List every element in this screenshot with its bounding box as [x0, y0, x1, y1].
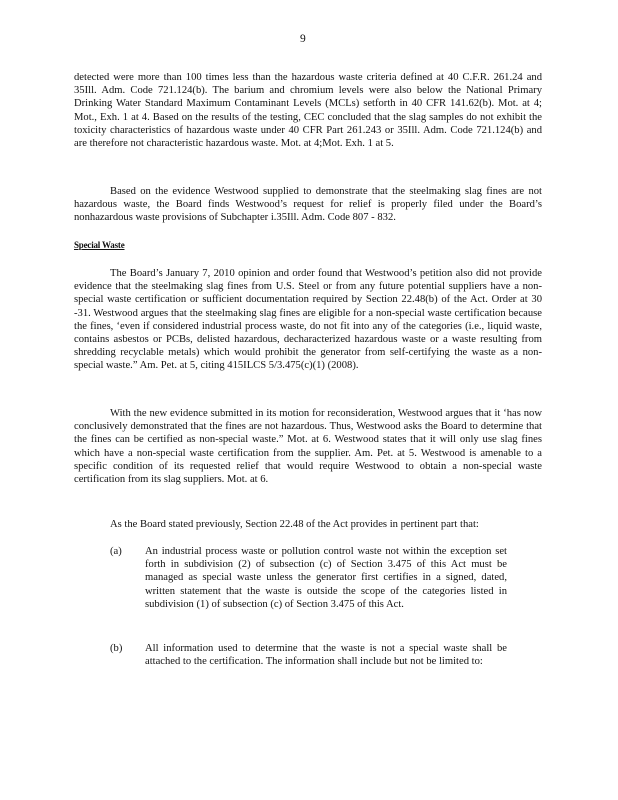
list-item-text: All information used to determine that the waste is not a special waste shall be attached to the certification. The information shall include but not be limited to: [145, 643, 507, 668]
section-heading-special-waste: Special Waste [74, 240, 125, 250]
paragraph-test-results: detected were more than 100 times less than the hazardous waste criteria defined at 40 C.F.R. 261.24 and 35Ill. Adm. Code 721.124(b). The barium and chromium levels were also below the National Primary Drinking Water Standard Maximum Contaminant Levels (MCLs) setforth in 40 CFR 141.62(b). Mot. at 4; Mot., Exh. 1 at 4. Based on the results of the testing, CEC concluded that the slag samples do not exhibit the toxicity characteristics of hazardous waste under 40 CFR Part 261.243 or 35Ill. Adm. Code 721.124(b) and are therefore not characteristic hazardous waste. Mot. at 4;Mot. Exh. 1 at 5. [74, 72, 542, 150]
page-number: 9 [300, 33, 306, 45]
quote-introduction: As the Board stated previously, Section 22.48 of the Act provides in pertinent part that: [110, 519, 479, 530]
paragraph-board-finding: Based on the evidence Westwood supplied to demonstrate that the steelmaking slag fines are not hazardous waste, the Board finds Westwood’s request for relief is properly filed under the Board’s nonhazardous waste provisions of Subchapter i.35Ill. Adm. Code 807 - 832. [74, 186, 542, 224]
paragraph-prior-order: The Board’s January 7, 2010 opinion and order found that Westwood’s petition also did not provide evidence that the steelmaking slag fines from U.S. Steel or from any future potential suppliers have a non-special waste certification or sufficient documentation required by Section 22.48(b) of the Act. Order at 30 -31. Westwood argues that the steelmaking slag fines are eligible for a non-special waste certification because the fines, ‘even if considered industrial process waste, do not fit into any of the categories (i.e., liquid waste, contains asbestos or PCBs, delisted hazardous, decharacterized hazardous waste or a waste resulting from shredding recyclable metals) which would prohibit the generator from self-certifying the waste as a non-special waste.” Am. Pet. at 5, citing 415ILCS 5/3.475(c)(1) (2008). [74, 268, 542, 372]
list-item-text: An industrial process waste or pollution control waste not within the exception set forth in subdivision (2) of subsection (c) of Section 3.475 of this Act must be managed as special waste unless the generator first certifies in a signed, dated, written statement that the waste is outside the scope of the categories listed in subdivision (1) of subsection (c) of Section 3.475 of this Act. [145, 546, 507, 610]
paragraph-new-evidence: With the new evidence submitted in its motion for reconsideration, Westwood argues that it ‘has now conclusively demonstrated that the fines are not hazardous. Thus, Westwood asks the Board to determine that the fines can be certified as non-special waste.” Mot. at 6. Westwood states that it will only use slag fines which have a non-special waste certification from the supplier. Am. Pet. at 5. Westwood is amenable to a specific condition of its requested relief that would require Westwood to obtain a non-special waste certification from its slag suppliers. Mot. at 6. [74, 408, 542, 486]
list-item-label: (b) [110, 643, 123, 654]
list-item-label: (a) [110, 546, 122, 557]
